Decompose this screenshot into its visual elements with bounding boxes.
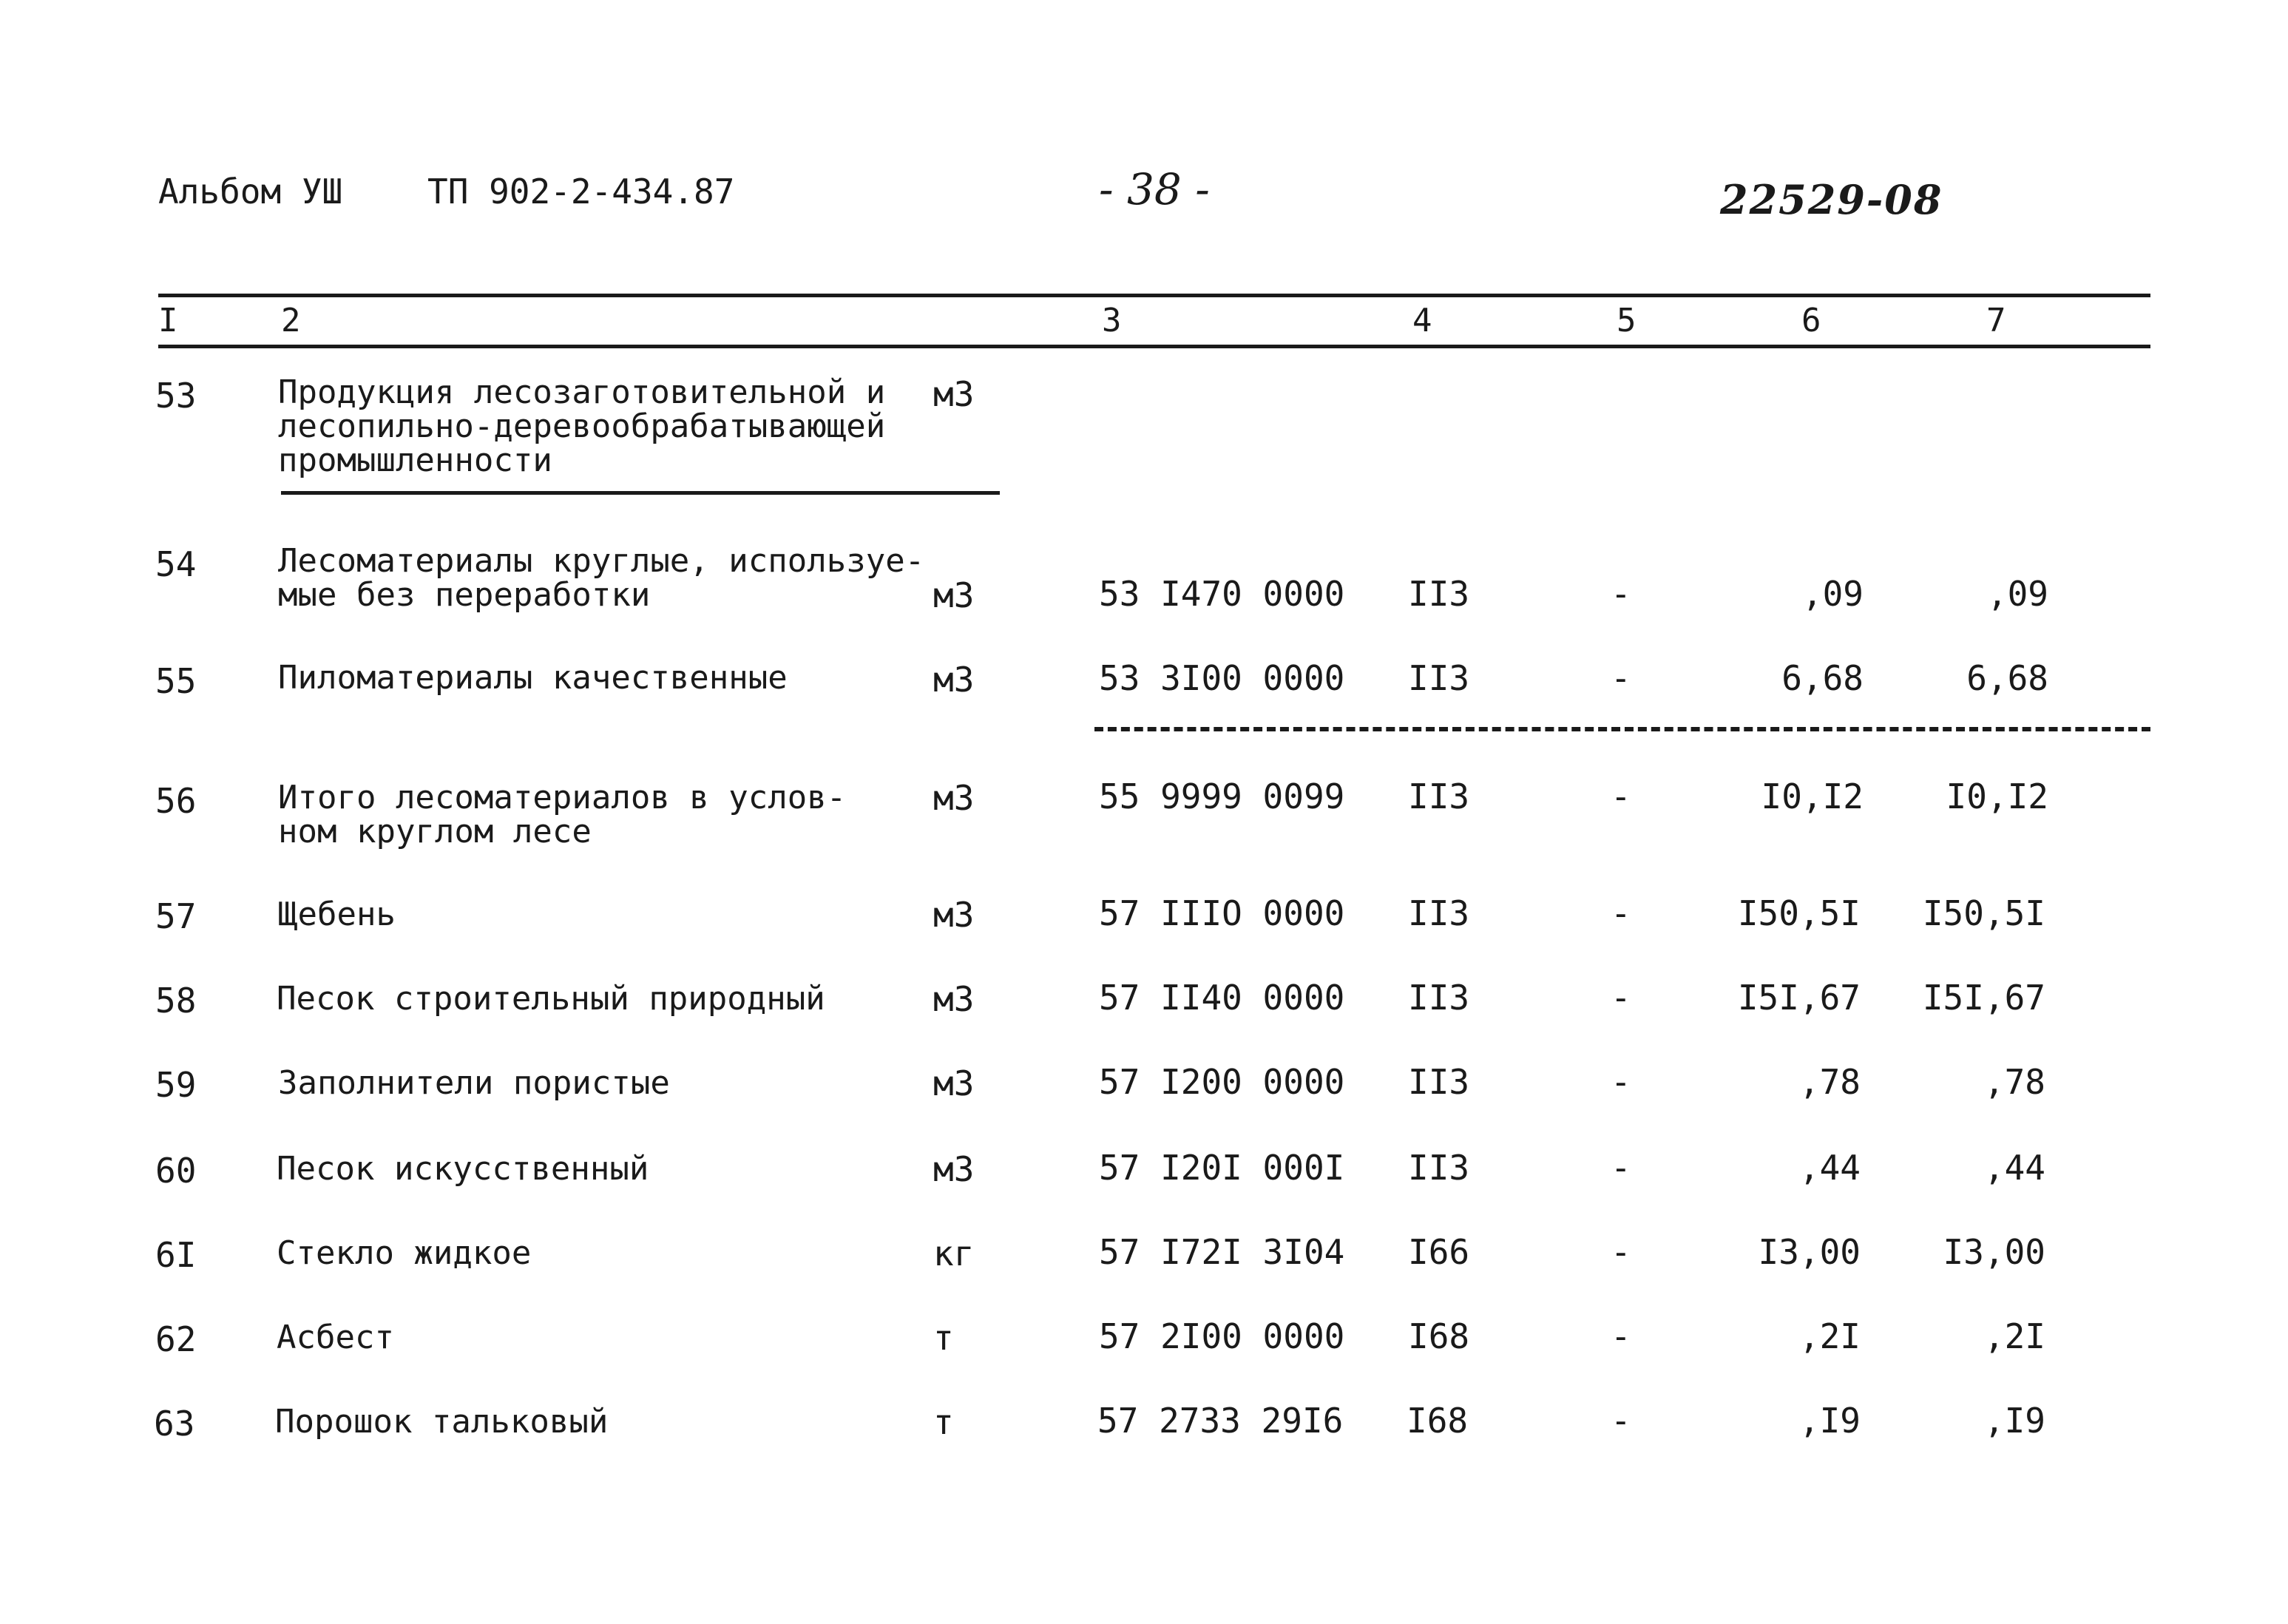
row-col7: 6,68 <box>1966 658 2048 698</box>
row-unit: м3 <box>933 374 975 414</box>
row-col6: I3,00 <box>1758 1232 1861 1272</box>
row-code: 53 I470 0000 <box>1099 574 1345 614</box>
row-code: 57 II40 0000 <box>1099 978 1345 1018</box>
row-unit: т <box>933 1402 954 1442</box>
row-number: 62 <box>155 1319 197 1359</box>
row-code: 55 9999 0099 <box>1099 777 1345 816</box>
column-number-3: 3 <box>1102 302 1122 339</box>
column-number-4: 4 <box>1412 302 1432 339</box>
row-col4: II3 <box>1408 658 1470 698</box>
row-col6: ,2I <box>1798 1316 1861 1356</box>
row-unit: м3 <box>933 1149 975 1189</box>
row-code: 57 2733 29I6 <box>1097 1401 1344 1441</box>
document-number: 22529-08 <box>1720 176 1943 223</box>
row-col6: I50,5I <box>1737 893 1861 933</box>
row-col7: ,09 <box>1986 574 2048 614</box>
row-col6: ,44 <box>1798 1148 1861 1188</box>
row-name: Щебень <box>278 896 396 933</box>
row-col4: I68 <box>1408 1316 1470 1356</box>
row-col7: ,78 <box>1983 1062 2045 1102</box>
row-number: 59 <box>155 1065 197 1105</box>
row-code: 57 I72I 3I04 <box>1099 1232 1345 1272</box>
row-code: 57 IIIO 0000 <box>1099 893 1345 933</box>
row-col4: II3 <box>1408 1148 1470 1188</box>
row-code: 57 I200 0000 <box>1099 1062 1345 1102</box>
row-col5: - <box>1611 1232 1631 1272</box>
column-number-7: 7 <box>1986 302 2006 339</box>
row-col4: II3 <box>1408 574 1470 614</box>
row-number: 58 <box>155 981 197 1021</box>
row-name: Заполнители пористые <box>278 1064 670 1102</box>
row-number: 55 <box>155 661 197 701</box>
row-col4: II3 <box>1408 893 1470 933</box>
row-number: 6I <box>155 1235 197 1275</box>
row-col5: - <box>1611 777 1631 816</box>
row-col6: ,09 <box>1801 574 1864 614</box>
row-name: Песок строительный природный <box>277 980 825 1018</box>
row-col7: ,44 <box>1983 1148 2045 1188</box>
table-header-rule <box>158 345 2150 348</box>
project-code: ТП 902-2-434.87 <box>427 172 735 212</box>
row-number: 63 <box>154 1404 195 1444</box>
row-unit: м3 <box>933 895 975 935</box>
row-col4: I68 <box>1407 1401 1469 1441</box>
table-top-rule <box>158 294 2150 297</box>
row-col5: - <box>1611 1401 1631 1441</box>
row-col6: I0,I2 <box>1761 777 1864 816</box>
row-number: 60 <box>155 1151 197 1191</box>
row-name: Пиломатериалы качественные <box>278 659 788 697</box>
row-name: Асбест <box>277 1319 394 1356</box>
row-col5: - <box>1611 658 1631 698</box>
page-number: - 38 - <box>1099 164 1210 214</box>
row-col5: - <box>1611 1316 1631 1356</box>
album-label: Альбом УШ <box>158 172 343 212</box>
row-col7: ,I9 <box>1983 1401 2045 1441</box>
row-col6: ,I9 <box>1798 1401 1861 1441</box>
row-number: 57 <box>155 896 197 936</box>
row-code: 57 2I00 0000 <box>1099 1316 1345 1356</box>
row-number: 56 <box>155 781 197 821</box>
row-col5: - <box>1611 574 1631 614</box>
column-number-5: 5 <box>1617 302 1637 339</box>
row-col4: II3 <box>1408 1062 1470 1102</box>
row-col7: I0,I2 <box>1946 777 2048 816</box>
row-name: Стекло жидкое <box>277 1234 532 1272</box>
row-name: Порошок тальковый <box>275 1403 609 1441</box>
row-code: 53 3I00 0000 <box>1099 658 1345 698</box>
column-number-6: 6 <box>1801 302 1821 339</box>
row-unit: м3 <box>933 660 975 700</box>
row-number: 53 <box>155 376 197 416</box>
row-col4: I66 <box>1408 1232 1470 1272</box>
subtotal-dashed-separator <box>1094 727 2150 731</box>
row-unit: кг <box>933 1234 975 1273</box>
row-name: Продукция лесозаготовительной и лесопильно-деревообрабатывающей промышленности <box>278 373 886 479</box>
row-unit: м3 <box>933 979 975 1019</box>
row-col7: ,2I <box>1983 1316 2045 1356</box>
row-unit: м3 <box>933 1063 975 1103</box>
row-col6: ,78 <box>1798 1062 1861 1102</box>
column-number-1: I <box>158 302 178 339</box>
row-name: Песок искусственный <box>277 1150 649 1188</box>
row-col7: I50,5I <box>1922 893 2045 933</box>
row-code: 57 I20I 000I <box>1099 1148 1345 1188</box>
row-unit: м3 <box>933 575 975 615</box>
row-number: 54 <box>155 544 197 584</box>
row-col7: I3,00 <box>1943 1232 2045 1272</box>
group-underline <box>281 491 1000 495</box>
row-col6: 6,68 <box>1781 658 1864 698</box>
row-unit: м3 <box>933 778 975 818</box>
row-col5: - <box>1611 1148 1631 1188</box>
row-col6: I5I,67 <box>1737 978 1861 1018</box>
column-number-2: 2 <box>281 302 301 339</box>
row-col7: I5I,67 <box>1922 978 2045 1018</box>
row-col5: - <box>1611 893 1631 933</box>
row-unit: т <box>933 1318 954 1358</box>
row-col4: II3 <box>1408 777 1470 816</box>
row-name: Итого лесоматериалов в услов- ном круглом лесе <box>278 779 847 850</box>
row-col4: II3 <box>1408 978 1470 1018</box>
row-col5: - <box>1611 1062 1631 1102</box>
row-col5: - <box>1611 978 1631 1018</box>
row-name: Лесоматериалы круглые, используе- мые без переработки <box>278 542 925 614</box>
